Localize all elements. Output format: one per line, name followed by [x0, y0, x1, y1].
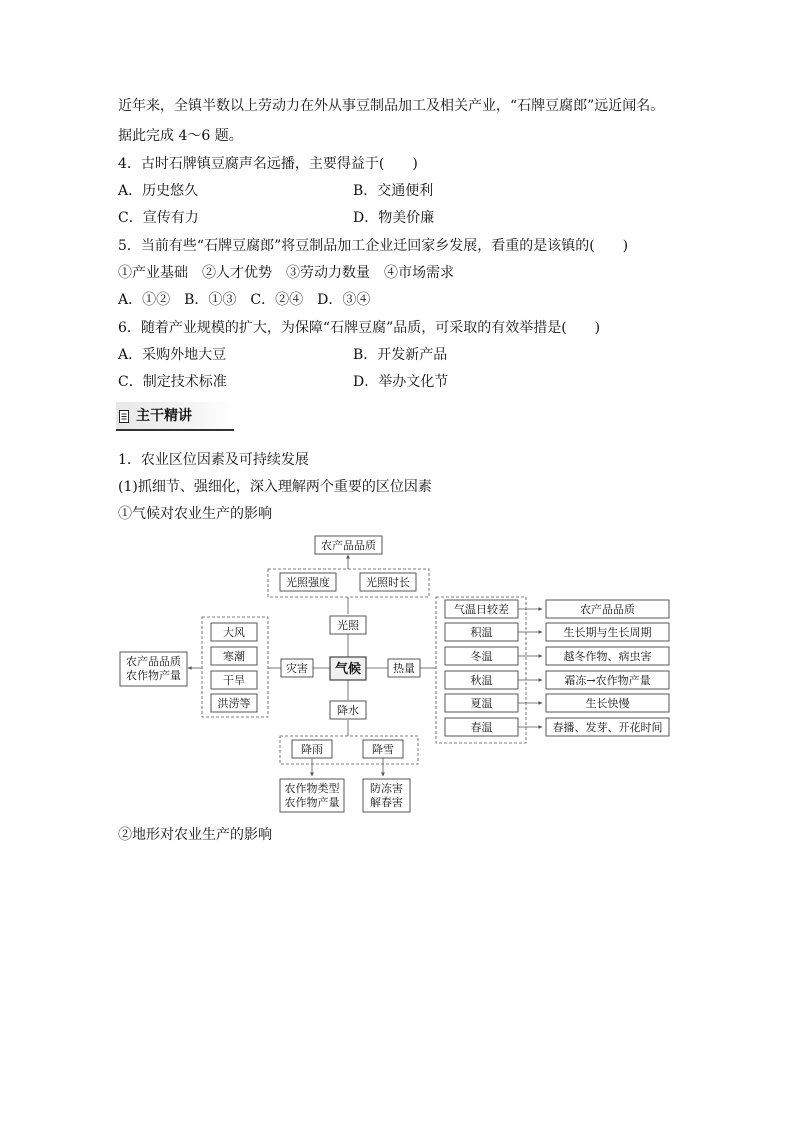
heat-factor-6: 春温 — [470, 721, 493, 734]
heat-factor-1: 气温日较差 — [454, 603, 509, 616]
rain-result-2: 农作物产量 — [284, 796, 340, 809]
body-item-2: ②地形对农业生产的影响 — [118, 827, 272, 843]
question-5-choices: ①产业基础 ②人才优势 ③劳动力数量 ④市场需求 — [118, 265, 454, 281]
precip-factor-1: 降雨 — [301, 743, 323, 756]
heat-factor-2: 积温 — [470, 626, 493, 639]
heat-result-6: 春播、发芽、开花时间 — [552, 721, 663, 734]
precip-factor-2: 降雪 — [372, 743, 394, 756]
disaster-4: 洪涝等 — [217, 697, 251, 710]
heat-factor-3: 冬温 — [470, 650, 493, 663]
question-6-option-b: B．开发新产品 — [353, 347, 448, 363]
intro-line-2: 据此完成 4～6 题。 — [118, 128, 243, 144]
section-heading-title: 主干精讲 — [136, 408, 192, 424]
heat-result-3: 越冬作物、病虫害 — [563, 650, 652, 663]
question-6-option-a: A．采购外地大豆 — [118, 347, 227, 363]
question-5-stem: 5．当前有些“石牌豆腐郎”将豆制品加工企业迁回家乡发展，看重的是该镇的( ) — [118, 238, 629, 254]
heat-result-1: 农产品品质 — [580, 603, 635, 616]
question-4-option-a: A．历史悠久 — [118, 183, 199, 199]
disaster-2: 寒潮 — [223, 650, 245, 663]
question-4-option-c: C．宣传有力 — [118, 210, 199, 226]
heat-result-5: 生长快慢 — [585, 697, 630, 710]
intro-line-1: 近年来，全镇半数以上劳动力在外从事豆制品加工及相关产业，“石牌豆腐郎”远近闻名。 — [118, 98, 665, 114]
question-4-option-d: D．物美价廉 — [353, 210, 435, 226]
question-6-stem: 6．随着产业规模的扩大，为保障“石牌豆腐”品质，可采取的有效举措是( ) — [118, 320, 601, 336]
disaster-result-2: 农作物产量 — [126, 669, 181, 682]
light-factor-2: 光照时长 — [366, 576, 410, 589]
question-6-option-c: C．制定技术标准 — [118, 374, 227, 390]
precip-label: 降水 — [337, 704, 359, 717]
light-factor-1: 光照强度 — [286, 576, 330, 589]
disaster-label: 灾害 — [286, 662, 308, 675]
disaster-result-1: 农产品品质 — [126, 655, 181, 668]
heat-result-2: 生长期与生长周期 — [563, 626, 652, 639]
snow-result-1: 防冻害 — [370, 782, 403, 795]
heat-result-4: 霜冻→农作物产量 — [564, 674, 651, 687]
question-5-answers: A．①② B．①③ C．②④ D．③④ — [118, 292, 371, 308]
disaster-1: 大风 — [223, 626, 245, 639]
heat-label: 热量 — [393, 662, 415, 675]
rain-result-1: 农作物类型 — [284, 782, 340, 795]
question-4-option-b: B．交通便利 — [353, 183, 434, 199]
heat-factor-5: 夏温 — [470, 697, 493, 710]
disaster-3: 干旱 — [223, 674, 245, 687]
snow-result-2: 解春害 — [370, 796, 403, 809]
top-result-label: 农产品品质 — [321, 539, 376, 552]
body-subheading-1: (1)抓细节、强细化，深入理解两个重要的区位因素 — [118, 479, 432, 495]
question-6-option-d: D．举办文化节 — [353, 374, 449, 390]
body-item-1: ①气候对农业生产的影响 — [118, 506, 272, 522]
heat-factor-4: 秋温 — [470, 674, 493, 687]
center-label: 气候 — [334, 662, 362, 677]
body-heading-1: 1．农业区位因素及可持续发展 — [118, 452, 309, 468]
question-4-stem: 4．古时石牌镇豆腐声名远播，主要得益于( ) — [118, 156, 418, 172]
light-label: 光照 — [337, 619, 359, 632]
